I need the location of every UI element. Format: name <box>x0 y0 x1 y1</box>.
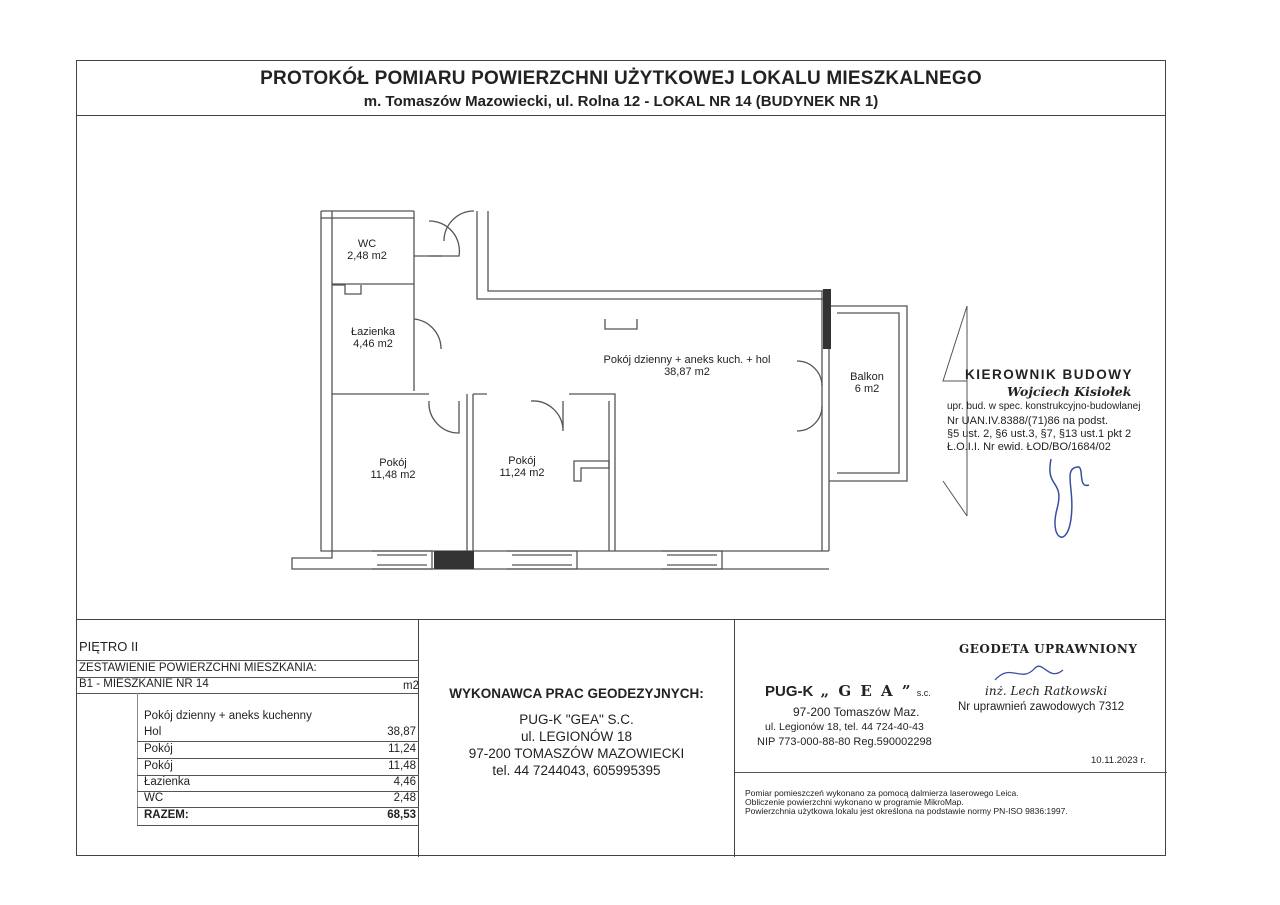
company-ids: NIP 773-000-88-80 Reg.590002298 <box>757 736 932 748</box>
company-suffix: s.c. <box>916 688 931 698</box>
contractor-heading: WYKONAWCA PRAC GEODEZYJNYCH: <box>449 686 704 701</box>
area-summary <box>77 620 419 857</box>
contractor-city: 97-200 TOMASZÓW MAZOWIECKI <box>468 746 685 761</box>
row-name: Pokój <box>144 743 173 755</box>
surveyor-license: Nr uprawnień zawodowych 7312 <box>958 701 1125 713</box>
company-address-2: ul. Legionów 18, tel. 44 724-40-43 <box>765 721 924 733</box>
surveyor-name: inż. Lech Ratkowski <box>985 684 1108 698</box>
summary-heading: ZESTAWIENIE POWIERZCHNI MIESZKANIA: <box>79 662 317 674</box>
room2-door <box>531 401 563 431</box>
wall-dark-segment <box>434 551 474 569</box>
unit-label: B1 - MIESZKANIE NR 14 <box>79 678 209 690</box>
stamp-line-2: Nr UAN.IV.8388/(71)86 na podst. <box>947 415 1109 427</box>
row-value: 11,48 <box>388 760 416 772</box>
document-sheet <box>76 60 1166 856</box>
row-name: Pokój <box>144 760 173 772</box>
contractor-name: PUG-K "GEA" S.C. <box>519 712 634 727</box>
row-value: 38,87 <box>387 726 416 738</box>
room-area-room2: 11,24 m2 <box>499 467 545 479</box>
room1-door <box>429 401 459 433</box>
room-label-room2: Pokój <box>508 455 536 467</box>
outer-wall-left-bottom <box>321 211 829 551</box>
room-area-balcony: 6 m2 <box>854 383 880 395</box>
stamp-person: Wojciech Kisiołek <box>1007 384 1132 399</box>
wall-wc-top <box>414 211 442 256</box>
note-line: Pomiar pomieszczeń wykonano za pomocą dalmierza laserowego Leica. <box>745 788 1019 798</box>
row-value: 11,24 <box>388 743 416 755</box>
contractor-street: ul. LEGIONÓW 18 <box>520 729 633 744</box>
row-name: Pokój dzienny + aneks kuchenny <box>144 710 312 722</box>
interior-wc-bath <box>332 256 429 394</box>
document-subtitle: m. Tomaszów Mazowiecki, ul. Rolna 12 - LOKAL NR 14 (BUDYNEK NR 1) <box>363 93 879 110</box>
company-address-1: 97-200 Tomaszów Maz. <box>793 705 920 719</box>
company-logo: „ G E A ” <box>820 682 913 700</box>
window-3 <box>662 551 722 569</box>
room-area-living: 38,87 m2 <box>664 366 710 378</box>
document-title: PROTOKÓŁ POMIARU POWIERZCHNI UŻYTKOWEJ LOKALU MIESZKALNEGO <box>260 68 982 89</box>
bath-door <box>414 319 441 349</box>
room-area-bath: 4,46 m2 <box>353 338 393 350</box>
wall-dark-segment-right <box>823 289 831 349</box>
signature-icon <box>1037 449 1097 559</box>
room-label-living: Pokój dzienny + aneks kuch. + hol <box>603 354 771 366</box>
outer-wall-top-left <box>321 211 414 218</box>
document-date: 10.11.2023 r. <box>1091 755 1146 766</box>
wall-stub <box>574 461 609 481</box>
bottom-section <box>77 619 1165 857</box>
stamps-block <box>735 620 1167 857</box>
wall-between-rooms <box>467 394 487 551</box>
total-value: 68,53 <box>387 809 416 821</box>
unit-column-header: m2 <box>403 680 419 692</box>
contractor-phone: tel. 44 7244043, 605995395 <box>492 763 661 778</box>
kitchen-niche <box>605 319 637 329</box>
room-label-room1: Pokój <box>379 457 407 469</box>
vent-shaft <box>332 285 361 294</box>
outer-wall-left-bottom-inner <box>292 211 829 569</box>
window-1 <box>372 551 432 569</box>
window-2 <box>507 551 577 569</box>
total-label: RAZEM: <box>144 809 189 821</box>
note-line: Powierzchnia użytkowa lokalu jest określona na podstawie normy PN-ISO 9836:1997. <box>745 806 1068 816</box>
row-value: 2,48 <box>393 792 416 804</box>
room-area-wc: 2,48 m2 <box>347 250 387 262</box>
floor-label: PIĘTRO II <box>79 639 139 654</box>
surveyor-signature-icon <box>991 658 1081 688</box>
stamp-line-3: §5 ust. 2, §6 ust.3, §7, §13 ust.1 pkt 2 <box>947 428 1132 440</box>
outer-wall-top-right <box>477 211 829 551</box>
stamp-line-1: upr. bud. w spec. konstrukcyjno-budowlanej <box>947 401 1141 412</box>
surveyor-title: GEODETA UPRAWNIONY <box>959 642 1138 656</box>
company-name: PUG-K <box>765 683 814 700</box>
room-label-bath: Łazienka <box>350 326 396 338</box>
stamp-line-4: Ł.O.I.I. Nr ewid. ŁOD/BO/1684/02 <box>947 441 1111 453</box>
row-name: Hol <box>144 726 162 738</box>
wall-room-right <box>569 394 615 551</box>
note-line: Obliczenie powierzchni wykonano w programie MikroMap. <box>745 797 964 807</box>
row-name: Łazienka <box>144 776 191 788</box>
room-label-balcony: Balkon <box>850 371 884 383</box>
stamp-title: KIEROWNIK BUDOWY <box>965 367 1133 382</box>
entry-door <box>444 211 474 241</box>
contractor-block <box>419 620 735 857</box>
balcony-door <box>797 361 822 431</box>
room-area-room1: 11,48 m2 <box>370 469 416 481</box>
row-name: WC <box>144 792 164 804</box>
row-value: 4,46 <box>393 776 416 788</box>
room-label-wc: WC <box>357 238 377 250</box>
floor-plan <box>77 61 1167 621</box>
